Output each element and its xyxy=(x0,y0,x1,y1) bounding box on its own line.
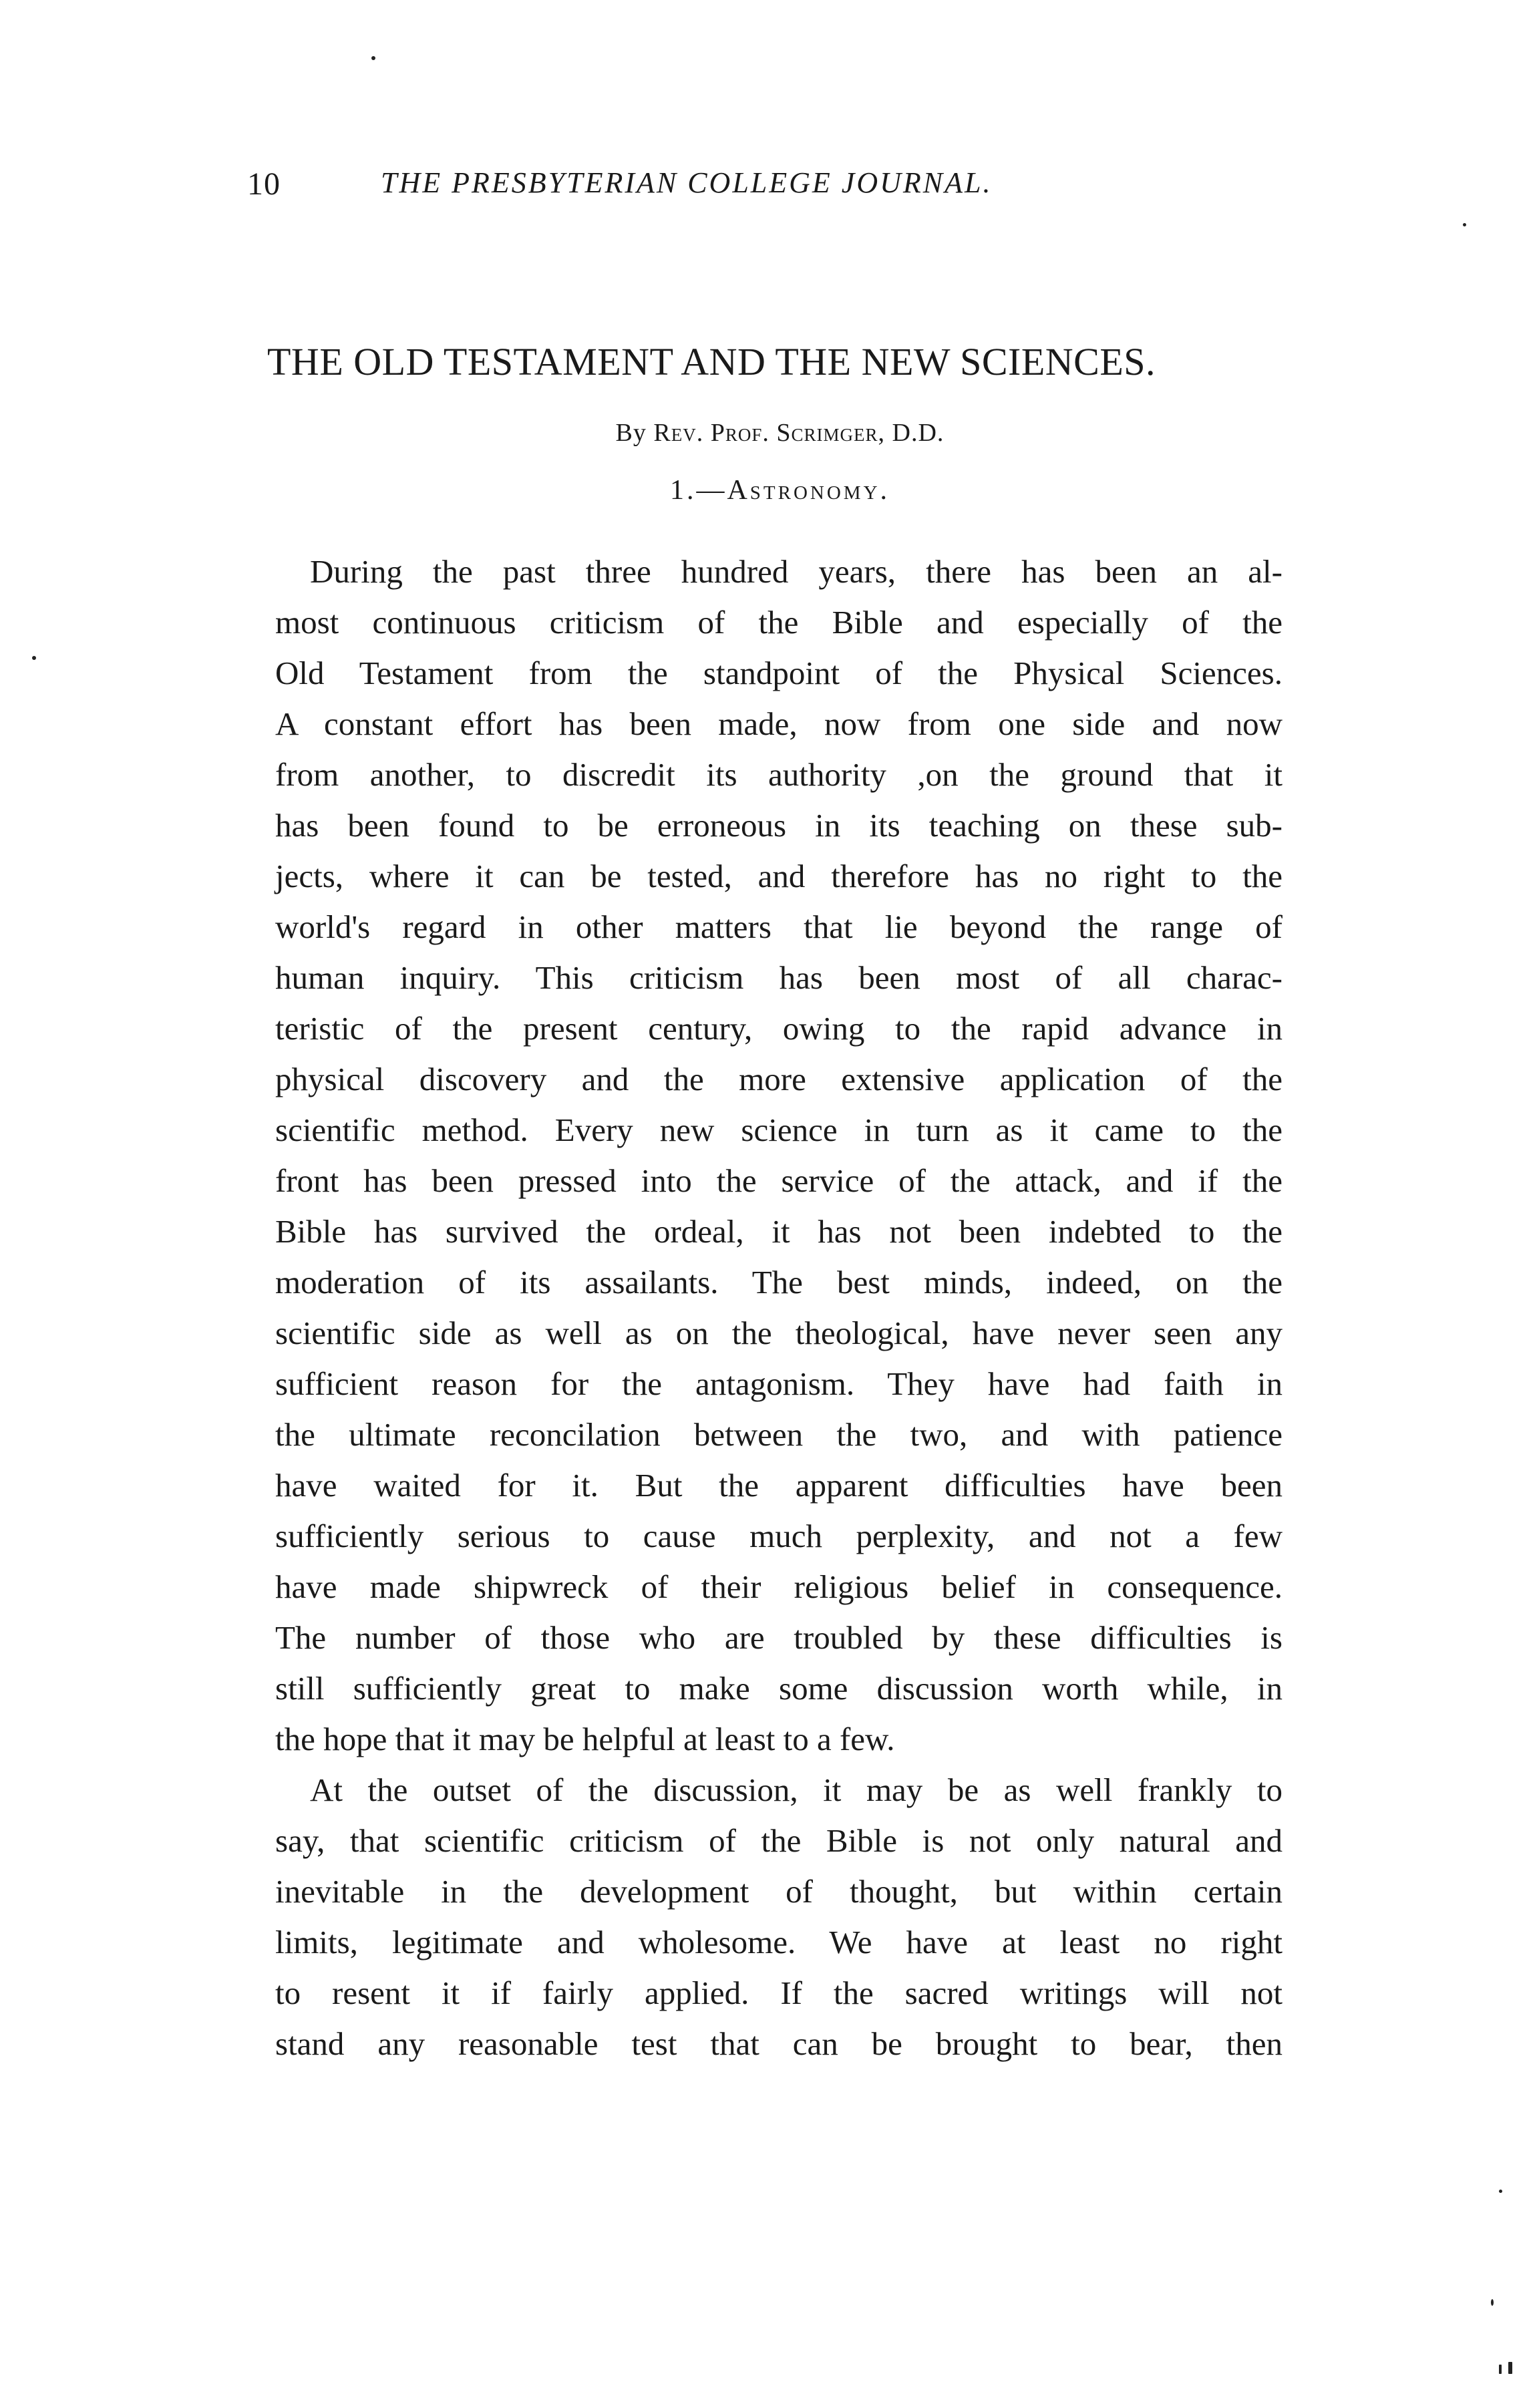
text-line: During the past three hundred years, there has been an al- xyxy=(310,553,1283,590)
text-line: from another, to discredit its authority ,on the ground that it xyxy=(275,756,1283,793)
text-line: limits, legitimate and wholesome. We have at least no right xyxy=(275,1924,1283,1960)
article-body xyxy=(275,546,1283,2069)
text-line: inevitable in the development of thought, but within certain xyxy=(275,1873,1283,1910)
journal-title: THE PRESBYTERIAN COLLEGE JOURNAL. xyxy=(381,166,993,199)
paragraph xyxy=(275,1765,1283,2069)
text-line: teristic of the present century, owing to the rapid advance in xyxy=(275,1010,1283,1047)
text-line: jects, where it can be tested, and therefore has no right to the xyxy=(275,858,1283,894)
byline-by: By xyxy=(615,419,647,447)
text-line: physical discovery and the more extensive application of the xyxy=(275,1061,1283,1097)
text-line: world's regard in other matters that lie beyond the range of xyxy=(275,908,1283,945)
section-heading: 1.—Astronomy. xyxy=(669,475,890,506)
text-line: most continuous criticism of the Bible and especially of the xyxy=(275,604,1283,641)
text-line: have made shipwreck of their religious belief in consequence. xyxy=(275,1568,1283,1605)
text-line: have waited for it. But the apparent difficulties have been xyxy=(275,1467,1283,1504)
text-line: Old Testament from the standpoint of the Physical Sciences. xyxy=(275,655,1283,691)
text-line: A constant effort has been made, now from one side and now xyxy=(275,705,1283,742)
page-number: 10 xyxy=(247,166,281,202)
text-line: sufficient reason for the antagonism. They have had faith in xyxy=(275,1365,1283,1402)
running-head xyxy=(247,166,1249,212)
scan-speck xyxy=(32,656,36,660)
text-line: human inquiry. This criticism has been most of all charac- xyxy=(275,959,1283,996)
text-line: has been found to be erroneous in its teaching on these sub- xyxy=(275,807,1283,844)
text-line: sufficiently serious to cause much perplexity, and not a few xyxy=(275,1518,1283,1554)
byline-author: Rev. Prof. Scrimger, D.D. xyxy=(653,419,945,447)
scan-speck xyxy=(1499,2190,1502,2193)
text-line: to resent it if fairly applied. If the sacred writings will not xyxy=(275,1974,1283,2011)
scan-speck xyxy=(371,56,375,60)
text-line: scientific method. Every new science in turn as it came to the xyxy=(275,1111,1283,1148)
scan-speck xyxy=(1499,2365,1502,2374)
article-title: THE OLD TESTAMENT AND THE NEW SCIENCES. xyxy=(267,340,1156,383)
scan-speck xyxy=(1508,2362,1512,2374)
text-line: The number of those who are troubled by these difficulties is xyxy=(275,1619,1283,1656)
paragraph xyxy=(275,546,1283,1765)
text-line: say, that scientific criticism of the Bible is not only natural and xyxy=(275,1822,1283,1859)
text-line: scientific side as well as on the theological, have never seen any xyxy=(275,1315,1283,1351)
text-line: still sufficiently great to make some discussion worth while, in xyxy=(275,1670,1283,1707)
text-line: moderation of its assailants. The best minds, indeed, on the xyxy=(275,1264,1283,1301)
article-byline xyxy=(0,418,1533,448)
scan-speck xyxy=(1491,2299,1494,2306)
text-line: front has been pressed into the service of the attack, and if the xyxy=(275,1162,1283,1199)
text-line: the hope that it may be helpful at least to a few. xyxy=(275,1721,895,1757)
text-line: At the outset of the discussion, it may be as well frankly to xyxy=(310,1771,1283,1808)
scan-speck xyxy=(1463,223,1466,226)
text-line: Bible has survived the ordeal, it has not been indebted to the xyxy=(275,1213,1283,1250)
text-line: the ultimate reconcilation between the two, and with patience xyxy=(275,1416,1283,1453)
text-line: stand any reasonable test that can be brought to bear, then xyxy=(275,2025,1283,2062)
